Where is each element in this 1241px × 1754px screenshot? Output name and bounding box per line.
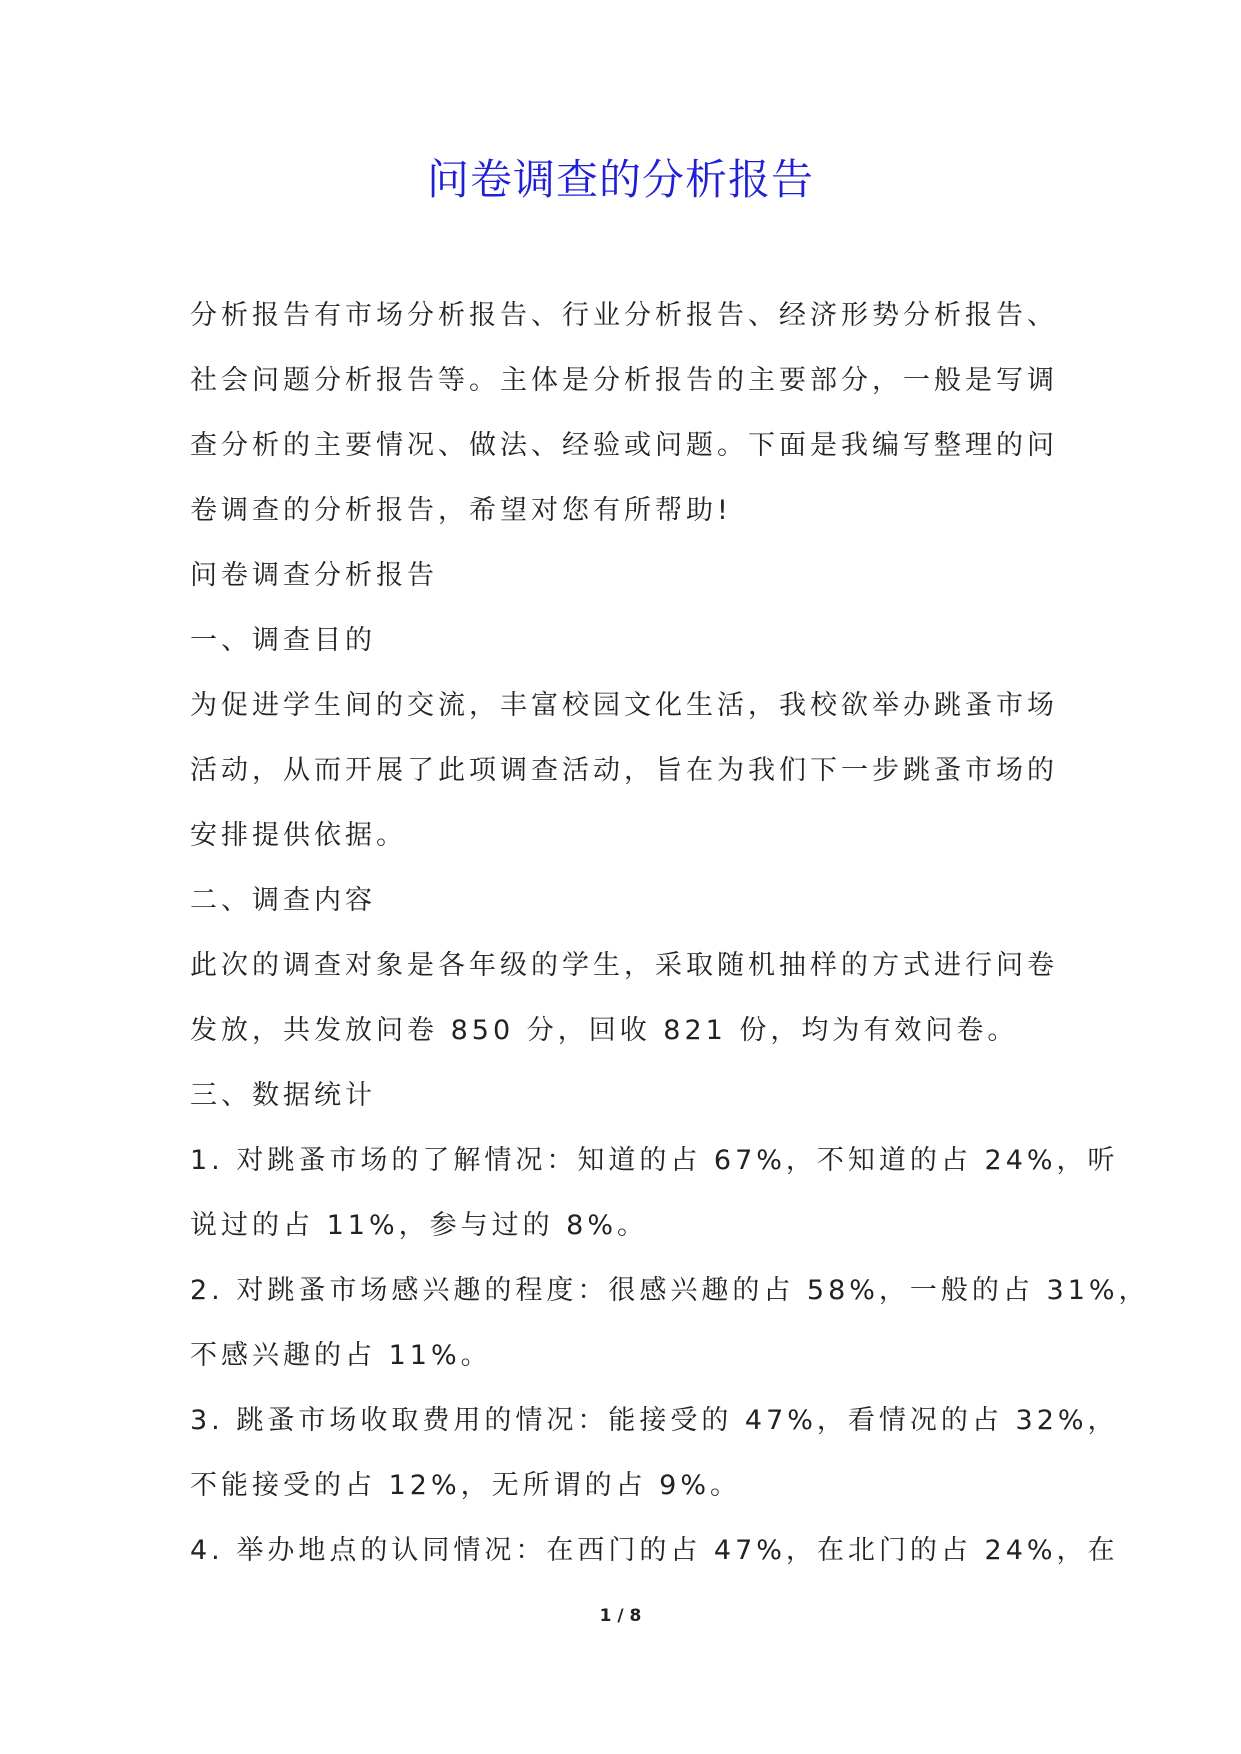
body-line: 不感兴趣的占 11%。 [190,1340,492,1371]
body-line: 2. 对跳蚤市场感兴趣的程度：很感兴趣的占 58%，一般的占 31%， [190,1275,1150,1306]
body-line: 1. 对跳蚤市场的了解情况：知道的占 67%，不知道的占 24%，听 [190,1145,1119,1176]
document-body [190,283,1150,1583]
body-line: 安排提供依据。 [190,820,407,851]
body-line: 查分析的主要情况、做法、经验或问题。下面是我编写整理的问 [190,430,1058,461]
body-line: 分析报告有市场分析报告、行业分析报告、经济形势分析报告、 [190,300,1058,331]
body-line: 活动，从而开展了此项调查活动，旨在为我们下一步跳蚤市场的 [190,755,1058,786]
body-line: 此次的调查对象是各年级的学生，采取随机抽样的方式进行问卷 [190,950,1058,981]
body-line: 社会问题分析报告等。主体是分析报告的主要部分，一般是写调 [190,365,1058,396]
body-line: 3. 跳蚤市场收取费用的情况：能接受的 47%，看情况的占 32%， [190,1405,1119,1436]
section-heading: 问卷调查分析报告 [190,560,438,591]
body-line: 卷调查的分析报告，希望对您有所帮助! [190,495,732,526]
document-title: 问卷调查的分析报告 [426,155,814,204]
body-line: 4. 举办地点的认同情况：在西门的占 47%，在北门的占 24%，在 [190,1535,1119,1566]
body-line: 为促进学生间的交流，丰富校园文化生活，我校欲举办跳蚤市场 [190,690,1058,721]
body-line: 说过的占 11%，参与过的 8%。 [190,1210,649,1241]
page-number: 1 / 8 [599,1606,642,1626]
section-heading: 二、调查内容 [190,885,376,916]
section-heading: 三、数据统计 [190,1080,376,1111]
body-line: 不能接受的占 12%，无所谓的占 9%。 [190,1470,742,1501]
body-line: 发放，共发放问卷 850 分，回收 821 份，均为有效问卷。 [190,1015,1019,1046]
section-heading: 一、调查目的 [190,625,376,656]
